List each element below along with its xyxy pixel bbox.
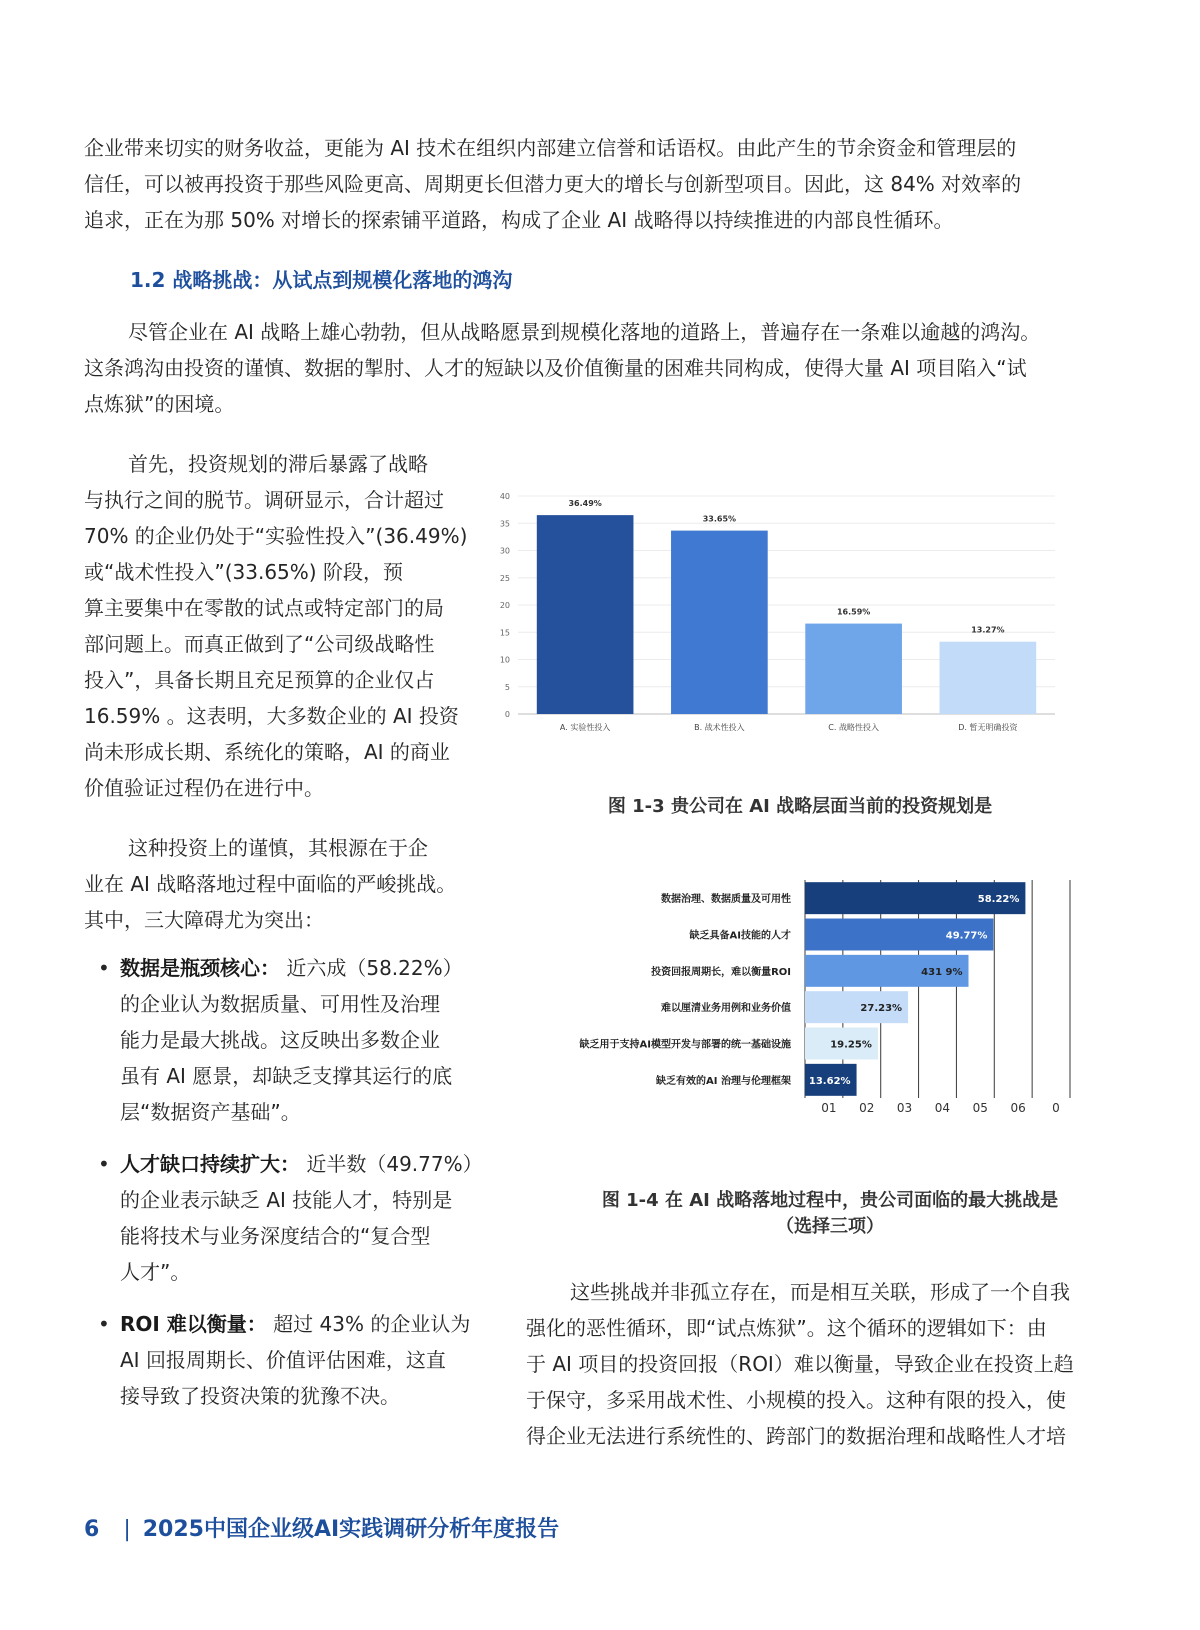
bullet-dot: •: [98, 1152, 110, 1176]
left-paragraph-2: [84, 830, 474, 938]
section-heading: 1.2 战略挑战：从试点到规模化落地的鸿沟: [130, 268, 513, 292]
page-number: 6: [84, 1517, 100, 1542]
section-intro-paragraph: [84, 314, 1118, 422]
bullet-text: 人才”。: [120, 1260, 191, 1284]
text-line: 这种投资上的谨慎，其根源在于企: [128, 836, 428, 860]
x-tick-label: 0: [1052, 1101, 1060, 1115]
y-tick-label: 数据治理、数据质量及可用性: [661, 894, 791, 906]
caption-line: （选择三项）: [776, 1216, 884, 1237]
y-tick-label: 35: [500, 519, 510, 529]
text-line: 于 AI 项目的投资回报（ROI）难以衡量，导致企业在投资上趋: [526, 1352, 1074, 1376]
text-line: 得企业无法进行系统性的、跨部门的数据治理和战略性人才培: [526, 1424, 1066, 1448]
bullet-text: 虽有 AI 愿景，却缺乏支撑其运行的底: [120, 1064, 453, 1088]
challenges-bar-chart: [500, 880, 1120, 1160]
y-tick-label: 20: [500, 601, 510, 610]
data-label: 36.49%: [568, 499, 602, 509]
x-tick-label: A. 实验性投入: [559, 723, 611, 732]
data-label: 49.77%: [945, 930, 988, 942]
bullet-lead: ROI 难以衡量：: [120, 1312, 267, 1336]
text-line: 企业带来切实的财务收益，更能为 AI 技术在组织内部建立信誉和话语权。由此产生的节余资金和管理层的: [84, 136, 1017, 160]
bullet-text: 的企业认为数据质量、可用性及治理: [120, 992, 440, 1016]
x-tick-label: 04: [934, 1101, 951, 1115]
y-tick-label: 15: [500, 628, 510, 638]
bullet-text: 层“数据资产基础”。: [120, 1100, 301, 1124]
x-tick-label: B. 战术性投入: [694, 723, 745, 732]
text-line: 于保守，多采用战术性、小规模的投入。这种有限的投入，使: [526, 1388, 1066, 1412]
bullet-text: 的企业表示缺乏 AI 技能人才，特别是: [120, 1188, 453, 1212]
footer-separator: |: [123, 1517, 131, 1542]
text-line: 信任，可以被再投资于那些风险更高、周期更长但潜力更大的增长与创新型项目。因此，这 84% 对效率的: [84, 172, 1022, 196]
x-tick-label: 02: [859, 1101, 875, 1115]
report-title: 2025中国企业级AI实践调研分析年度报告: [142, 1517, 560, 1542]
x-tick-label: 05: [972, 1101, 988, 1115]
text-line: 算主要集中在零散的试点或特定部门的局: [84, 596, 444, 620]
text-line: 70% 的企业仍处于“实验性投入”(36.49%): [84, 524, 468, 548]
bullet-text: 能将技术与业务深度结合的“复合型: [120, 1224, 431, 1248]
y-tick-label: 30: [500, 546, 510, 556]
right-paragraph: [526, 1274, 1116, 1454]
text-line: 首先，投资规划的滞后暴露了战略: [128, 452, 428, 476]
text-line: 投入”，具备长期且充足预算的企业仅占: [84, 668, 435, 692]
x-tick-label: C. 战略性投入: [828, 723, 879, 732]
caption-line: 图 1-4 在 AI 战略落地过程中，贵公司面临的最大挑战是: [601, 1190, 1059, 1211]
y-tick-label: 10: [500, 655, 510, 665]
text-line: 强化的恶性循环，即“试点炼狱”。这个循环的逻辑如下：由: [526, 1316, 1047, 1340]
bar: [940, 642, 1037, 714]
bullet-text: 能力是最大挑战。这反映出多数企业: [120, 1028, 440, 1052]
bullet-lead: 人才缺口持续扩大：: [120, 1152, 300, 1176]
y-tick-label: 难以厘清业务用例和业务价值: [661, 1003, 791, 1015]
y-tick-label: 40: [500, 492, 510, 501]
bullet-dot: •: [98, 1312, 110, 1336]
data-label: 19.25%: [830, 1039, 872, 1051]
y-tick-label: 缺乏有效的AI 治理与伦理框架: [656, 1075, 791, 1087]
text-line: 价值验证过程仍在进行中。: [84, 776, 324, 800]
text-line: 业在 AI 战略落地过程中面临的严峻挑战。: [84, 872, 457, 896]
text-line: 尚未形成长期、系统化的策略，AI 的商业: [84, 740, 450, 764]
bullet-text: AI 回报周期长、价值评估困难，这直: [120, 1348, 446, 1372]
data-label: 16.59%: [836, 607, 871, 617]
x-tick-label: 06: [1010, 1101, 1026, 1115]
text-line: 这些挑战并非孤立存在，而是相互关联，形成了一个自我: [570, 1280, 1070, 1304]
bar: [805, 624, 902, 714]
bullet-dot: •: [98, 956, 110, 980]
y-tick-label: 缺乏用于支持AI模型开发与部署的统一基础设施: [579, 1039, 791, 1051]
figure-1-4-caption: [520, 1188, 1140, 1240]
y-tick-label: 0: [504, 710, 510, 719]
bar: [671, 531, 768, 714]
bullet-text: 近半数（49.77%）: [300, 1152, 483, 1176]
investment-bar-chart: [500, 486, 1100, 766]
left-paragraph-1: [84, 446, 474, 806]
data-label: 13.27%: [971, 625, 1005, 635]
text-line: 其中，三大障碍尤为突出：: [84, 908, 324, 932]
text-line: 追求，正在为那 50% 对增长的探索铺平道路，构成了企业 AI 战略得以持续推进的内部良性循环。: [84, 208, 954, 232]
x-tick-label: 03: [896, 1101, 913, 1115]
bullet-text: 超过 43% 的企业认为: [266, 1312, 471, 1336]
text-line: 16.59% 。这表明，大多数企业的 AI 投资: [84, 704, 459, 728]
figure-1-3-caption: 图 1-3 贵公司在 AI 战略层面当前的投资规划是: [607, 796, 993, 817]
bullet-text: 近六成（58.22%）: [280, 956, 463, 980]
bullet-lead: 数据是瓶颈核心：: [120, 956, 280, 980]
y-tick-label: 25: [500, 573, 510, 583]
text-line: 或“战术性投入”(33.65%) 阶段，预: [84, 560, 403, 584]
data-label: 33.65%: [702, 514, 737, 524]
data-label: 58.22%: [977, 894, 1020, 906]
y-tick-label: 投资回报周期长，难以衡量ROI: [651, 966, 791, 978]
text-line: 部问题上。而真正做到了“公司级战略性: [84, 632, 435, 656]
y-tick-label: 5: [504, 682, 510, 692]
data-label: 13.62%: [808, 1075, 851, 1087]
x-tick-label: 01: [821, 1101, 837, 1115]
page-footer: [84, 1512, 559, 1543]
x-tick-label: D. 暂无明确投资: [958, 723, 1018, 732]
text-line: 这条鸿沟由投资的谨慎、数据的掣肘、人才的短缺以及价值衡量的困难共同构成，使得大量 AI 项目陷入“试: [84, 356, 1027, 380]
text-line: 点炼狱”的困境。: [84, 392, 235, 416]
data-label: 431 9%: [921, 966, 963, 978]
text-line: 尽管企业在 AI 战略上雄心勃勃，但从战略愿景到规模化落地的道路上，普遍存在一条难以逾越的鸿沟。: [128, 320, 1041, 344]
intro-paragraph: [84, 130, 1118, 238]
text-line: 与执行之间的脱节。调研显示，合计超过: [84, 488, 444, 512]
y-tick-label: 缺乏具备AI技能的人才: [689, 930, 791, 942]
bullet-text: 接导致了投资决策的犹豫不决。: [120, 1384, 400, 1408]
bar: [537, 515, 634, 714]
data-label: 27.23%: [860, 1003, 903, 1015]
